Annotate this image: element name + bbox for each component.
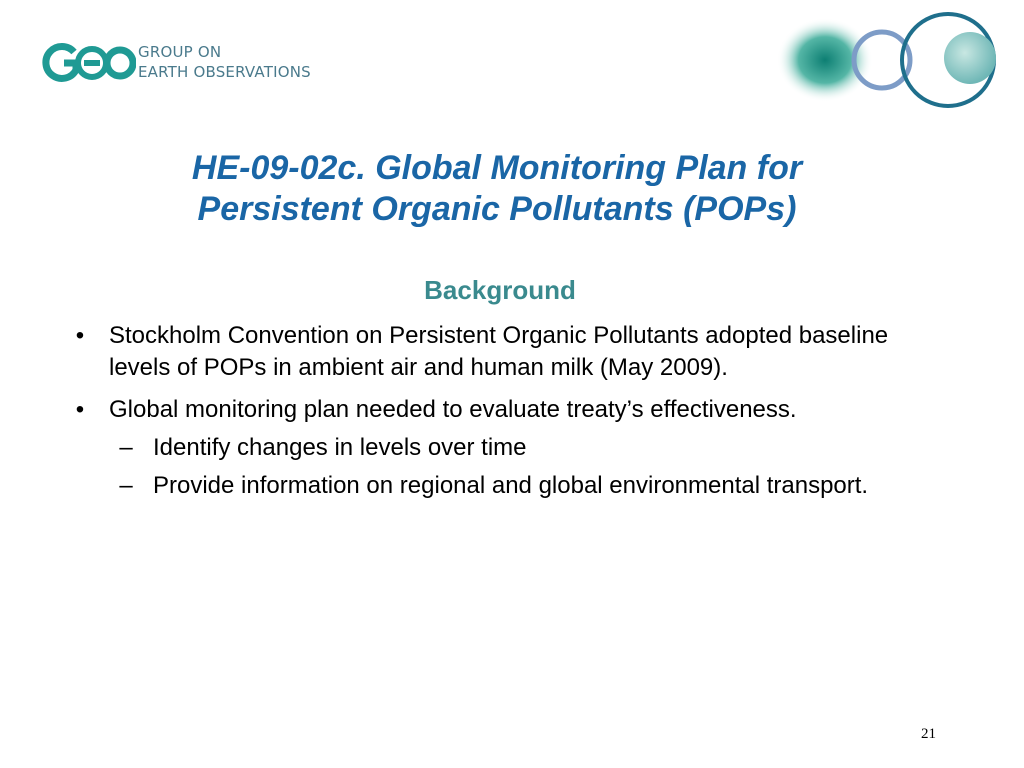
decorative-circles-icon [770, 10, 1010, 110]
slide-title [60, 148, 934, 230]
bullet-item [70, 394, 950, 502]
org-name-line2: EARTH OBSERVATIONS [138, 63, 311, 81]
slide-title-line1: HE-09-02c. Global Monitoring Plan for [191, 149, 803, 187]
sub-bullet-marker: – [119, 434, 133, 461]
bullet-item [70, 320, 950, 384]
page-number: 21 [921, 726, 936, 742]
bullet-list [70, 320, 950, 512]
sub-bullet-item [109, 470, 950, 502]
bullet-marker: • [75, 322, 85, 349]
bullet-text: Global monitoring plan needed to evaluate treaty’s effectiveness. [109, 396, 797, 423]
section-heading: Background [424, 275, 576, 305]
org-name [138, 42, 311, 82]
sub-bullet-item [109, 432, 950, 464]
slide-title-line2: Persistent Organic Pollutants (POPs) [197, 190, 797, 228]
bullet-text: Stockholm Convention on Persistent Organic Pollutants adopted baseline levels of POPs in ambient air and human milk (May 2009). [109, 322, 889, 381]
bullet-marker: • [75, 396, 85, 423]
org-name-line1: GROUP ON [138, 43, 222, 61]
geo-logo [40, 40, 340, 90]
sub-bullet-text: Provide information on regional and global environmental transport. [153, 472, 869, 499]
sub-bullet-marker: – [119, 472, 133, 499]
sub-bullet-text: Identify changes in levels over time [153, 434, 527, 461]
geo-logo-mark-icon [40, 42, 136, 84]
sub-bullet-list [109, 432, 950, 502]
